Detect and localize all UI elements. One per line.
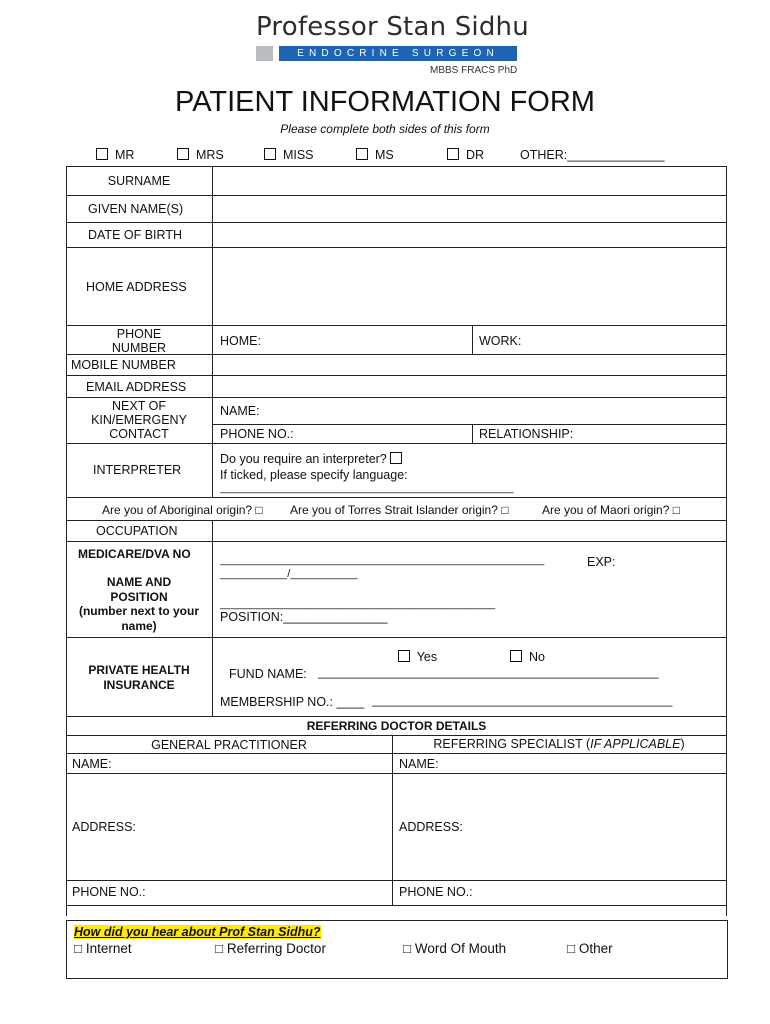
insurance-yes-option[interactable]: Yes <box>398 650 437 664</box>
title-option-mr[interactable]: MR <box>96 148 134 162</box>
occupation-field[interactable] <box>214 522 725 540</box>
maori-origin-question[interactable]: Are you of Maori origin? □ <box>542 503 680 517</box>
page-title: PATIENT INFORMATION FORM <box>175 86 595 118</box>
torres-strait-origin-question[interactable]: Are you of Torres Strait Islander origin? □ <box>290 503 509 517</box>
gp-heading: GENERAL PRACTITIONER <box>151 738 307 752</box>
exp-field[interactable]: ___________/___________ <box>220 568 358 580</box>
page-subtitle: Please complete both sides of this form <box>280 122 490 136</box>
medicare-label: MEDICARE/DVA NO <box>78 547 191 561</box>
next-of-kin-label: NEXT OF KIN/EMERGENY CONTACT <box>91 399 187 441</box>
fund-name-label: FUND NAME: <box>229 667 307 681</box>
dob-label: DATE OF BIRTH <box>88 228 182 242</box>
dob-field[interactable] <box>214 224 725 246</box>
specialist-phone-field[interactable]: PHONE NO.: <box>399 885 473 899</box>
checkbox[interactable] <box>264 148 276 160</box>
checkbox[interactable] <box>398 650 410 662</box>
occupation-label: OCCUPATION <box>96 524 178 538</box>
gp-address-field[interactable]: ADDRESS: <box>72 820 136 834</box>
mobile-label: MOBILE NUMBER <box>71 358 176 372</box>
given-names-label: GIVEN NAME(S) <box>88 202 184 216</box>
option-word-of-mouth[interactable]: □ Word Of Mouth <box>403 941 507 956</box>
insurance-no-option[interactable]: No <box>510 650 545 664</box>
checkbox[interactable] <box>177 148 189 160</box>
private-health-label: PRIVATE HEALTH INSURANCE <box>88 663 190 692</box>
surname-label: SURNAME <box>107 174 171 188</box>
surname-field[interactable] <box>214 168 725 194</box>
name-field[interactable]: _____________________________________________ <box>220 598 496 610</box>
checkbox[interactable] <box>510 650 522 662</box>
referral-source-question: How did you hear about Prof Stan Sidhu? <box>74 925 321 939</box>
membership-label: MEMBERSHIP NO.: ____ <box>220 695 365 709</box>
specialist-name-field[interactable]: NAME: <box>399 757 439 771</box>
interpreter-question: Do you require an interpreter? <box>220 452 402 466</box>
home-phone-field[interactable]: HOME: <box>220 334 261 348</box>
medicare-number-field[interactable]: _____________________________________________________ <box>220 554 545 566</box>
nok-relationship-field[interactable]: RELATIONSHIP: <box>479 427 574 441</box>
title-option-mrs[interactable]: MRS <box>177 148 224 162</box>
interpreter-language-field[interactable]: ________________________________________________ <box>220 482 514 494</box>
referring-heading: REFERRING DOCTOR DETAILS <box>306 719 487 733</box>
option-internet[interactable]: □ Internet <box>74 941 132 956</box>
option-other[interactable]: □ Other <box>567 941 613 956</box>
brand-logo-square <box>256 46 273 61</box>
brand-name: Professor Stan Sidhu <box>256 12 529 42</box>
title-option-ms[interactable]: MS <box>356 148 394 162</box>
title-option-dr[interactable]: DR <box>447 148 484 162</box>
specialist-heading: REFERRING SPECIALIST (IF APPLICABLE) <box>433 737 685 751</box>
email-label: EMAIL ADDRESS <box>86 380 187 394</box>
brand-credentials: MBBS FRACS PhD <box>430 65 518 76</box>
exp-label: EXP: <box>587 555 616 569</box>
position-field[interactable]: POSITION:_______________ <box>220 610 388 624</box>
phone-number-label: PHONE NUMBER <box>111 327 167 355</box>
fund-name-field[interactable]: ___________________________________________________ <box>318 665 659 679</box>
specialist-address-field[interactable]: ADDRESS: <box>399 820 463 834</box>
home-address-field[interactable] <box>214 249 725 324</box>
nok-name-field[interactable]: NAME: <box>220 404 260 418</box>
home-address-label: HOME ADDRESS <box>86 280 187 294</box>
mobile-field[interactable] <box>214 356 725 374</box>
title-other-field[interactable]: OTHER:______________ <box>520 148 665 162</box>
checkbox[interactable] <box>96 148 108 160</box>
interpreter-checkbox[interactable] <box>390 452 402 464</box>
email-field[interactable] <box>214 377 725 396</box>
given-names-field[interactable] <box>214 197 725 221</box>
title-option-miss[interactable]: MISS <box>264 148 314 162</box>
name-position-label: NAME AND POSITION (number next to your name) <box>78 575 199 633</box>
membership-field[interactable]: _____________________________________________ <box>372 693 673 707</box>
gp-phone-field[interactable]: PHONE NO.: <box>72 885 146 899</box>
brand-specialty-bar: ENDOCRINE SURGEON <box>279 46 517 61</box>
checkbox[interactable] <box>447 148 459 160</box>
nok-phone-field[interactable]: PHONE NO.: <box>220 427 294 441</box>
interpreter-language-prompt: If ticked, please specify language: <box>220 468 408 482</box>
option-referring-doctor[interactable]: □ Referring Doctor <box>215 941 326 956</box>
interpreter-label: INTERPRETER <box>93 463 182 477</box>
aboriginal-origin-question[interactable]: Are you of Aboriginal origin? □ <box>102 503 263 517</box>
gp-name-field[interactable]: NAME: <box>72 757 112 771</box>
checkbox[interactable] <box>356 148 368 160</box>
work-phone-field[interactable]: WORK: <box>479 334 522 348</box>
